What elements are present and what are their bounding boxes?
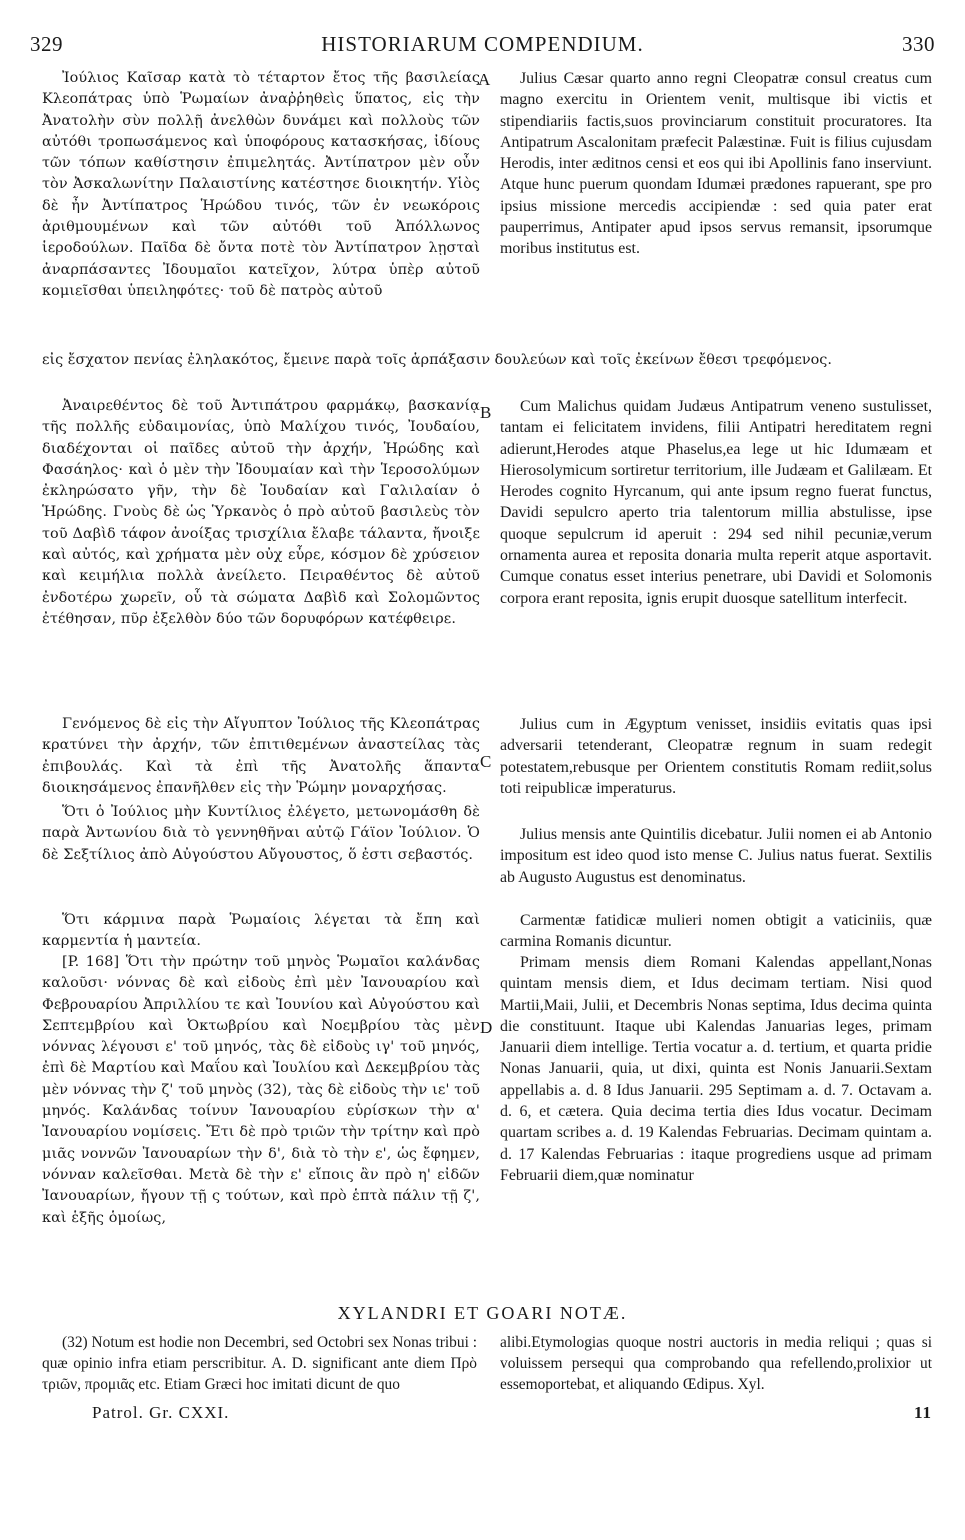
latin-paragraph-carmina: Carmentæ fatidicæ mulieri nomen obtigit a vaticiniis, quæ carmina Romanis dicuntur. xyxy=(500,912,932,951)
greek-paragraph-b: Ἀναιρεθέντος δὲ τοῦ Ἀντιπάτρου φαρμάκῳ, βασκανίᾳ τῆς πολλῆς εὐδαιμονίας, ὑπὸ Μαλίχου τινός, Ἰουδαίου, διαδέχονται οἱ παῖδες αὐτοῦ τὴν ἀρχήν, Ἡρώδης καὶ Φασάηλος· καὶ ὁ μὲν τὴν Ἰδουμαίαν καὶ τὴν Ἱεροσολύμων ἐκληρώσατο γῆν, τὴν δὲ Ἰουδαίαν καὶ Γαλιλαίαν ὁ Ἡρώδης. Γνοὺς δὲ ὡς Ὑρκανὸς ὁ πρὸ αὐτοῦ βασιλεὺς τὸν τοῦ Δαβὶδ τάφον ἀνοίξας τρισχίλια ἔλαβε τάλαντα, ἤνοιξε καὶ αὐτός, καὶ χρήματα μὲν οὐχ εὗρε, κόσμον δὲ χρύσειον καὶ κειμήλια πολλὰ ἀνείλετο. Πειραθέντος δὲ αὐτοῦ ἐνδοτέρω χωρεῖν, οὗ τὰ σώματα Δαβὶδ καὶ Σολομῶντος ἐτέθησαν, πῦρ ἐξελθὸν δύο τῶν δορυφόρων κατέφθειρε. xyxy=(42,398,480,627)
latin-paragraph-quintilis: Julius mensis ante Quintilis dicebatur. Julii nomen ei ab Antonio impositum est ideo quod isto mense C. Julius natus fuerat. Sextilis ab Augusto Augustus est denominatus. xyxy=(500,826,932,886)
greek-paragraph-d: [P. 168] Ὅτι τὴν πρώτην τοῦ μηνὸς Ῥωμαῖοι καλάνδας καλοῦσι· νόννας δὲ καὶ εἰδοὺς ἐπὶ μὲν Ἰανουαρίου καὶ Φεβρουαρίου Ἀπριλλίου τε καὶ Ἰουνίου καὶ Αὐγούστου καὶ Σεπτεμβρίου καὶ Ὀκτωβρίου καὶ Νοεμβρίου τὰς μὲν νόννας λέγουσι ε' τοῦ μηνός, τὰς δὲ εἰδοὺς ιγ' τοῦ μηνός, ἐπὶ δὲ Μαρτίου καὶ Μαΐου καὶ Ἰουλίου καὶ Δεκεμβρίου τὰς μὲν νόννας τὴν ζ' τοῦ μηνὸς (32), τὰς δὲ εἰδοὺς τὴν ιε' τοῦ μηνός. Καλάνδας τοίνυν Ἰανουαρίου εὑρίσκων τὴν α' Ἰανουαρίου νομίσεις. Ἔτι δὲ πρὸ τριῶν τὴν τρίτην καὶ πρὸ μιᾶς νοννῶν Ἰανουαρίων τὴν δ', διὰ τὸ τὴν ε', ὡς ἔφημεν, νόνναν καλεῖσθαι. Μετὰ δὲ τὴν ε' εἴποις ἂν πρὸ η' εἰδῶν Ἰανουαρίων, ἤγουν τῇ ς τούτων, καὶ πρὸ ἑπτὰ πάλιν τῇ ζ', καὶ ἑξῆς ὁμοίως, xyxy=(42,954,480,1226)
section-letter-c: C xyxy=(480,752,492,771)
section-letter-d: D xyxy=(480,1018,493,1037)
greek-paragraph-carmina: Ὅτι κάρμινα παρὰ Ῥωμαίοις λέγεται τὰ ἔπη καὶ καρμεντία ἡ μαντεία. xyxy=(42,912,480,950)
page-number-right: 330 xyxy=(902,32,935,56)
notes-title: XYLANDRI ET GOARI NOTÆ. xyxy=(337,1303,628,1323)
greek-paragraph-a-continued: εἰς ἔσχατον πενίας ἐληλακότος, ἔμεινε παρὰ τοῖς ἁρπάξασιν δουλεύων καὶ τοῖς ἐκείνων ἔθεσι τρεφόμενος. xyxy=(42,352,832,368)
page-footer xyxy=(92,1403,932,1427)
note-left: (32) Notum est hodie non Decembri, sed Octobri sex Nonas tribui : quæ opinio infra etiam perscribitur. A. D. significant ante diem Πρὸ τριῶν, προμιᾶς etc. Etiam Græci hoc imitati dicunt de quo xyxy=(42,1334,477,1393)
page-header xyxy=(30,32,935,58)
running-title: HISTORIARUM COMPENDIUM. xyxy=(321,32,644,56)
footer-signature: 11 xyxy=(913,1403,932,1422)
greek-paragraph-c: Γενόμενος δὲ εἰς τὴν Αἴγυπτον Ἰούλιος τῆς Κλεοπάτρας κρατύνει τὴν ἀρχήν, τῶν ἐπιτιθεμένων ἀναστείλας τὰς ἐπιβουλάς. Καὶ τὰ ἐπὶ τῆς Ἀνατολῆς ἅπαντα διοικησάμενος ἐπανῆλθεν εἰς τὴν Ῥώμην μοναρχήσας. xyxy=(42,716,480,796)
latin-paragraph-b: Cum Malichus quidam Judæus Antipatrum veneno sustulisset, tantam ei felicitatem invidens, filii Antipatri hereditatem regni adierunt,Herodes atque Phaselus,ea lege ut hic Idumæam et Hierosolymicum sortiretur territorium, ille Judæam et Galilæam. Et Herodes cognito Hyrcanum, qui ante ipsum regno fuerat functus, Davidi sepulcro aperto tria talentorum millia abstulisse, ipse quoque sepulcrum id aperuit : 294 sed nihil pecuniæ,verum ornamenta aurea et reposita donaria multa reperit atque asportavit. Cumque conatus esset interius penetrare, ubi Davidi et Solomonis corpora erant reposita, ignis erupit duosque satellitum interfecit. xyxy=(500,398,932,607)
section-letter-b: B xyxy=(480,403,492,422)
page-number-left: 329 xyxy=(30,32,63,56)
latin-paragraph-d: Primam mensis diem Romani Kalendas appellant,Nonas quintam mensis diem, et Idus decimam tertiam. Nisi quod Martii,Maii, Julii, et Decembris Nonas septima, Idus decima quinta die constituunt. Itaque ubi Kalendas Januarias leges, primam Januarii diem intellige. Tertia vocatur a. d. tertium, et quarta pridie Nonas Januarii, quia, ut dixi, quinta est Nonis Januarii.Sextam appellabis a. d. 8 Idus Januarii. 295 Septimam a. d. 7. Octavam a. d. 6, et cætera. Quia decima tertia dies Idus vocatur. Decimam quartam scribes a. d. 19 Kalendas Februarias. Decimam quintam a. d. 17 Kalendas Februarias : itaque progrediens usque ad primam Februarii diem,quæ nominatur xyxy=(500,954,932,1184)
note-right: alibi.Etymologias quoque nostri auctoris in media reliqui ; quas si voluissem persequi qua comprobando qua refellendo,prolixior ut essemoportebat, et aliquando Œdipus. Xyl. xyxy=(500,1334,932,1393)
footer-source: Patrol. Gr. CXXI. xyxy=(92,1403,230,1422)
greek-paragraph-quintilis: Ὅτι ὁ Ἰούλιος μὴν Κυντίλιος ἐλέγετο, μετωνομάσθη δὲ παρὰ Ἀντωνίου διὰ τὸ γεννηθῆναι αὐτῷ Γάϊον Ἰούλιον. Ὁ δὲ Σεξτίλιος ἀπὸ Αὐγούστου Αὔγουστος, ὅ ἐστι σεβαστός. xyxy=(42,804,480,863)
greek-paragraph-a: Ἰούλιος Καῖσαρ κατὰ τὸ τέταρτον ἔτος τῆς βασιλείας Κλεοπάτρας ὑπὸ Ῥωμαίων ἀναῤῥηθεὶς ὕπατος, εἰς τὴν Ἀνατολὴν σὺν πολλῇ ἀνελθὼν δυνάμει καὶ πολλοὺς τῶν αὐτόθι τροπωσάμενος καὶ ὑποφόρους κατασκήσας, ἰδίους τῶν τόπων καθίστησιν ἐπιμελητάς. Ἀντίπατρον μὲν οὖν τὸν Ἀσκαλωνίτην Παλαιστίνης κατέστησε διοικητήν. Υἱὸς δὲ ἦν Ἀντίπατρος Ἡρώδου τινός, τῶν ἐν νεωκόροις ἀριθμουμένων καὶ τῶν αὐτόθι τοῦ Ἀπόλλωνος ἱεροδούλων. Παῖδα δὲ ὄντα ποτὲ τὸν Ἀντίπατρον λῃσταὶ ἀναρπάσαντες Ἰδουμαῖοι κατεῖχον, λύτρα ὑπὲρ αὐτοῦ κομιεῖσθαι ὑπειληφότες· τοῦ δὲ πατρὸς αὐτοῦ xyxy=(42,70,480,299)
section-letter-a: A xyxy=(478,70,491,89)
latin-paragraph-a: Julius Cæsar quarto anno regni Cleopatræ consul creatus cum magno exercitu in Orientem venit, multisque ibi victis et stipendiariis factis,suos provinciarum constituit procuratores. Ita Antipatrum Ascalonitam præfecit Palæstinæ. Fuit is filius cujusdam Herodis, inter æditnos censi et eos qui ibi Apollinis fano inserviunt. Atque hunc puerum quondam Idumæi prædones rapuerant, spe pro ipsius missione mercedis accipiendæ : sed quia pater erat pauperrimus, Antipater apud ipsos servus remansit, ipsorumque moribus institutus est. xyxy=(500,70,932,258)
latin-paragraph-c: Julius cum in Ægyptum venisset, insidiis evitatis quas ipsi adversarii tetenderant, Cleopatræ regnum in suam redegit potestatem,rebusque per Orientem constitutis Romam rediit,solus toti reipublicæ imperaturus. xyxy=(500,716,932,797)
